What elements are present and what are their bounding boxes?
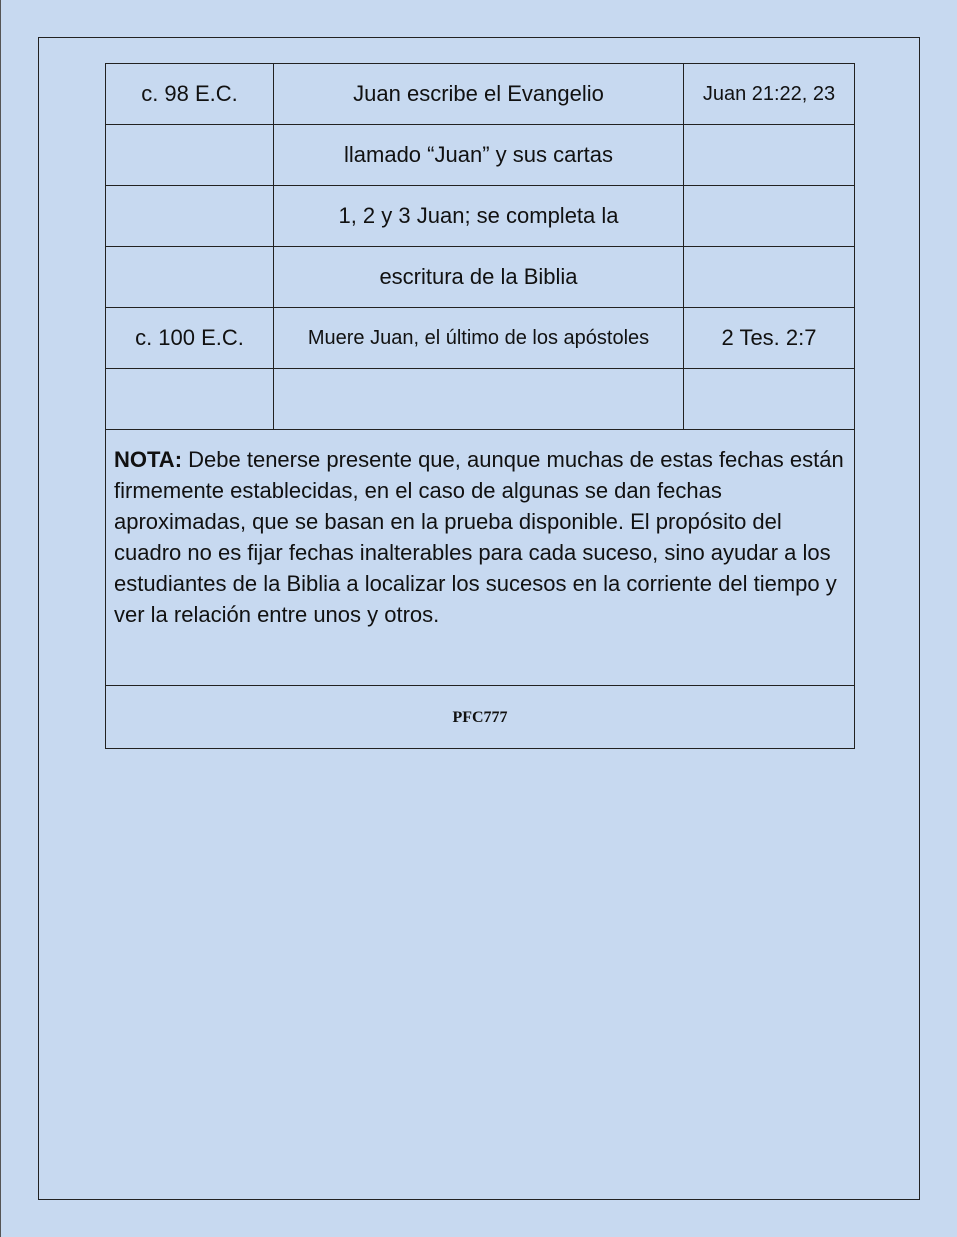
event-cell: escritura de la Biblia — [274, 247, 684, 308]
event-cell: llamado “Juan” y sus cartas — [274, 125, 684, 186]
reference-cell — [684, 369, 855, 430]
event-cell — [274, 369, 684, 430]
event-cell: Muere Juan, el último de los apóstoles — [274, 308, 684, 369]
note-row — [106, 430, 855, 686]
date-cell: c. 98 E.C. — [106, 64, 274, 125]
chronology-table — [105, 63, 855, 749]
table-row — [106, 247, 855, 308]
note-text: Debe tenerse presente que, aunque muchas de estas fechas están firmemente establecidas, en el caso de algunas se dan fechas aproximadas, que se basan en la prueba disponible. El propósito del cuadro no es fijar fechas inalterables para cada suceso, sino ayudar a los estudiantes de la Biblia a localizar los sucesos en la corriente del tiempo y ver la relación entre unos y otros. — [114, 447, 844, 627]
reference-cell — [684, 125, 855, 186]
date-cell — [106, 186, 274, 247]
reference-cell — [684, 186, 855, 247]
page-left-edge — [0, 0, 1, 1237]
date-cell — [106, 247, 274, 308]
table-row — [106, 186, 855, 247]
footer-row — [106, 686, 855, 749]
reference-cell: Juan 21:22, 23 — [684, 64, 855, 125]
table-row — [106, 308, 855, 369]
event-cell: Juan escribe el Evangelio — [274, 64, 684, 125]
date-cell: c. 100 E.C. — [106, 308, 274, 369]
note-cell — [106, 430, 855, 686]
table-row — [106, 125, 855, 186]
date-cell — [106, 369, 274, 430]
reference-cell — [684, 247, 855, 308]
table-row — [106, 369, 855, 430]
reference-cell: 2 Tes. 2:7 — [684, 308, 855, 369]
table-row — [106, 64, 855, 125]
date-cell — [106, 125, 274, 186]
event-cell: 1, 2 y 3 Juan; se completa la — [274, 186, 684, 247]
footer-code: PFC777 — [106, 686, 855, 749]
note-label: NOTA: — [114, 447, 183, 472]
